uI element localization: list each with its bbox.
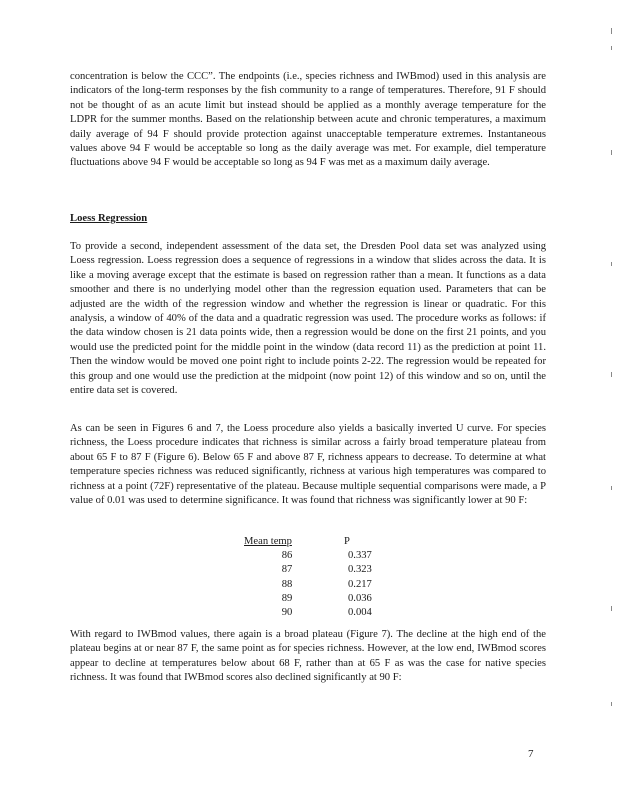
table-row [244,563,404,577]
table-cell-temp: 90 [281,606,293,618]
table-row [244,606,404,620]
table-row [244,549,404,563]
paragraph-loess-method: To provide a second, independent assessment of the data set, the Dresden Pool data set was analyzed using Loess regression. Loess regression does a sequence of regressions in a window that slides across the data. It is like a moving average except that the estimate is based on regression rather than a mean. It functions as a data smoother and there is no underlying model other than the regression equation used. Parameters that can be adjusted are the width of the regression window and whether the regression is linear or quadratic. For this analysis, a window of 40% of the data and a quadratic regression was used. The procedure works as follows: if the data window chosen is 21 data points wide, then a regression would be done on the first 21 points, and you would use the predicted point for the middle point in the window (data record 11) as the prediction at point 11. Then the window would be moved one point right to include points 2-22. The regression would be repeated for this group and one would use the prediction at the midpoint (now point 12) of this window and so on, until the entire data set is covered. [70,241,546,397]
table-header-mean-temp: Mean temp [244,536,292,547]
table-header-p: P [344,536,350,547]
table-header-row [244,535,404,549]
scan-edge-mark [611,46,612,50]
scan-edge-mark [611,486,612,490]
table-cell-p: 0.036 [348,592,372,604]
table-row [244,592,404,606]
table-row [244,578,404,592]
page-number: 7 [528,748,534,760]
scan-edge-mark [611,606,612,611]
table-cell-p: 0.004 [348,606,372,618]
scan-edge-mark [611,28,612,34]
table-cell-temp: 89 [281,592,293,604]
richness-p-value-table [244,535,404,620]
scan-edge-mark [611,262,612,266]
section-heading-loess: Loess Regression [70,213,148,224]
scan-edge-mark [611,150,612,155]
table-cell-p: 0.217 [348,578,372,590]
paragraph-intro: concentration is below the CCC”. The endpoints (i.e., species richness and IWBmod) used in this analysis are indicators of the long-term responses by the fish community to a range of temperatures. Therefore, 91 F should not be thought of as an acute limit but instead should be applied as a monthly average temperature for the LDPR for the summer months. Based on the relationship between acute and chronic temperatures, a maximum daily average of 94 F should provide protection against unacceptable temperature extremes. Instantaneous values above 94 F would be acceptable so long as the daily average was met. For example, diel temperature fluctuations above 94 F would be acceptable so long as 94 F was met as a maximum daily average. [70,71,546,169]
table-cell-temp: 86 [281,550,293,562]
scan-edge-mark [611,372,612,377]
paragraph-iwbmod-results: With regard to IWBmod values, there again is a broad plateau (Figure 7). The decline at the high end of the plateau begins at or near 87 F, the same point as for species richness. However, at the low end, IWBmod scores appear to decline at temperatures below about 68 F, rather than at 65 F as was the case for native species richness. It was found that IWBmod scores also declined significantly at 90 F: [70,629,546,684]
scan-edge-mark [611,702,612,706]
paragraph-richness-results: As can be seen in Figures 6 and 7, the Loess procedure also yields a basically inverted U curve. For species richness, the Loess procedure indicates that richness is similar across a fairly broad temperature plateau from about 65 F to 87 F (Figure 6). Below 65 F and above 87 F, richness appears to decrease. To determine at what temperature species richness was reduced significantly, richness at various high temperatures was compared to richness at a point (72F) representative of the plateau. Because multiple sequential comparisons were made, a P value of 0.01 was used to determine significance. It was found that richness was significantly lower at 90 F: [70,423,546,507]
table-cell-p: 0.337 [348,550,372,562]
table-cell-temp: 88 [281,578,293,590]
table-cell-temp: 87 [281,564,293,576]
table-cell-p: 0.323 [348,564,372,576]
